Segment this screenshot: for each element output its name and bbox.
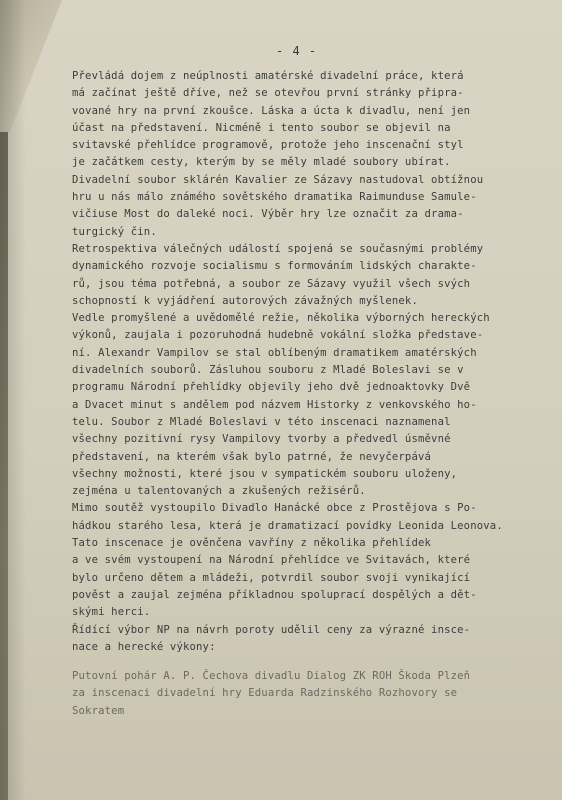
- text-line: ní. Alexandr Vampilov se stal oblíbeným dramatikem amatérských: [72, 346, 477, 359]
- text-line: programu Národní přehlídky objevily jeho dvě jednoaktovky Dvě: [72, 381, 471, 394]
- text-line: a Dvacet minut s andělem pod názvem Historky z venkovského ho-: [72, 398, 477, 411]
- body-text: [72, 68, 512, 622]
- text-line: hádkou starého lesa, která je dramatizací povídky Leonida Leonova.: [72, 519, 503, 532]
- text-line: divadelních souborů. Zásluhou souboru z Mladé Boleslavi se v: [72, 364, 464, 377]
- text-line: zejména u talentovaných a zkušených režisérů.: [72, 485, 366, 498]
- text-line: Mimo soutěž vystoupilo Divadlo Hanácké obce z Prostějova s Po-: [72, 502, 477, 515]
- text-line: za inscenaci divadelní hry Eduarda Radzinského Rozhovory se: [72, 687, 458, 700]
- text-line: Převládá dojem z neúplnosti amatérské divadelní práce, která: [72, 70, 464, 82]
- text-line: a ve svém vystoupení na Národní přehlídce ve Svitavách, které: [72, 554, 471, 567]
- text-line: představení, na kterém však bylo patrné, že nevyčerpává: [72, 450, 432, 463]
- text-line: telu. Soubor z Mladé Boleslavi v této inscenaci naznamenal: [72, 415, 451, 428]
- text-line: účast na představení. Nicméně i tento soubor se objevil na: [72, 121, 451, 134]
- text-line: skými herci.: [72, 606, 151, 619]
- text-line: pověst a zaujal zejména příkladnou spoluprací dospělých a dět-: [72, 588, 477, 601]
- page-number: - 4 -: [276, 44, 318, 58]
- text-line: všechny možnosti, které jsou v sympatickém souboru uloženy,: [72, 467, 458, 480]
- text-line: bylo určeno dětem a mládeži, potvrdil soubor svoji vynikající: [72, 571, 471, 584]
- text-line: Sokratem: [72, 704, 125, 717]
- text-line: vičiuse Most do daleké noci. Výběr hry lze označit za drama-: [72, 208, 464, 221]
- text-line: Vedle promyšlené a uvědomělé režie, několika výborných hereckých: [72, 312, 490, 325]
- text-line: schopností k vyjádření autorových závažných myšlenek.: [72, 294, 418, 307]
- text-line: má začínat ještě dříve, než se otevřou první stránky připra-: [72, 87, 464, 100]
- text-line: rů, jsou téma potřebná, a soubor ze Sázavy využil všech svých: [72, 277, 471, 290]
- page-edge-shadow: [0, 0, 26, 800]
- text-line: vované hry na první zkoušce. Láska a úcta k divadlu, není jen: [72, 104, 471, 117]
- text-line: Řídící výbor NP na návrh poroty udělil ceny za výrazné insce-: [72, 624, 471, 636]
- text-line: Divadelní soubor sklárén Kavalier ze Sázavy nastudoval obtížnou: [72, 173, 484, 186]
- text-line: dynamického rozvoje socialismu s formováním lidských charakte-: [72, 260, 477, 273]
- text-line: nace a herecké výkony:: [72, 641, 216, 654]
- text-line: hru u nás málo známého sovětského dramatika Raimunduse Samule-: [72, 191, 477, 204]
- text-line: svitavské přehlídce programově, protože jeho inscenační styl: [72, 139, 464, 152]
- award-entry: [72, 668, 512, 720]
- text-line: všechny pozitivní rysy Vampilovy tvorby a předvedl úsměvné: [72, 433, 451, 446]
- text-line: výkonů, zaujala i pozoruhodná hudebně vokální složka představe-: [72, 329, 484, 342]
- text-line: Retrospektiva válečných událostí spojená se současnými problémy: [72, 242, 484, 255]
- text-line: je začátkem cesty, kterým by se měly mladé soubory ubírat.: [72, 156, 451, 169]
- text-line: Tato inscenace je ověnčena vavříny z několika přehlídek: [72, 537, 432, 550]
- text-line: Putovní pohár A. P. Čechova divadlu Dialog ZK ROH Škoda Plzeň: [72, 670, 471, 682]
- text-line: turgický čin.: [72, 225, 157, 238]
- jury-statement: [72, 622, 512, 657]
